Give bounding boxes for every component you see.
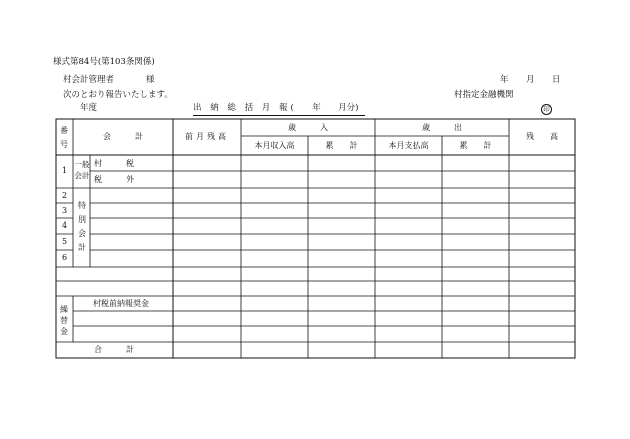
- sub-month-revenue: 本月収入高: [254, 141, 295, 150]
- row-number-6: 6: [61, 253, 68, 262]
- title-year: 年: [312, 103, 321, 113]
- title-month: 月分): [338, 103, 359, 113]
- bank-name: 村指定金融機関: [454, 90, 514, 100]
- intro-text: 次のとおり報告いたします。: [63, 90, 173, 100]
- row-prepaid-tax-reward: 村税前納報奨金: [93, 299, 149, 308]
- row-number-5: 5: [61, 237, 68, 246]
- addressee: 村会計管理者: [63, 75, 115, 85]
- row-village-tax: 村 税: [94, 159, 134, 168]
- col-account-header: 会 計: [103, 132, 143, 141]
- col-number-header: 番号: [60, 126, 68, 149]
- date-year: 年: [500, 75, 509, 85]
- carryover-label: 繰替金: [60, 305, 68, 336]
- row-number-1: 1: [61, 166, 68, 175]
- col-expenditure-header: 歳 出: [422, 123, 462, 132]
- row-number-4: 4: [61, 221, 68, 230]
- row-number-3: 3: [61, 206, 68, 215]
- form-id: 様式第84号(第103条関係): [53, 57, 155, 67]
- row-number-2: 2: [61, 191, 68, 200]
- general-account-label: 一般会計: [74, 160, 90, 180]
- date-day: 日: [552, 75, 561, 85]
- date-month: 月: [526, 75, 535, 85]
- sub-cumulative-expenditure: 累 計: [459, 141, 492, 150]
- sub-cumulative-revenue: 累 計: [325, 141, 358, 150]
- row-other-tax: 税 外: [94, 175, 134, 184]
- honorific: 様: [146, 75, 155, 85]
- title-main: 出 納 総 括 月 報(: [193, 103, 297, 113]
- sub-month-payment: 本月支払高: [388, 141, 429, 150]
- fiscal-year: 年度: [80, 103, 98, 113]
- col-prev-balance-header: 前月残高: [185, 132, 229, 141]
- seal-icon: 印: [541, 104, 552, 115]
- special-account-label: 特別会計: [78, 201, 86, 252]
- total-label: 合 計: [94, 345, 134, 354]
- col-revenue-header: 歳 入: [288, 123, 328, 132]
- col-balance-header: 残 高: [526, 132, 558, 141]
